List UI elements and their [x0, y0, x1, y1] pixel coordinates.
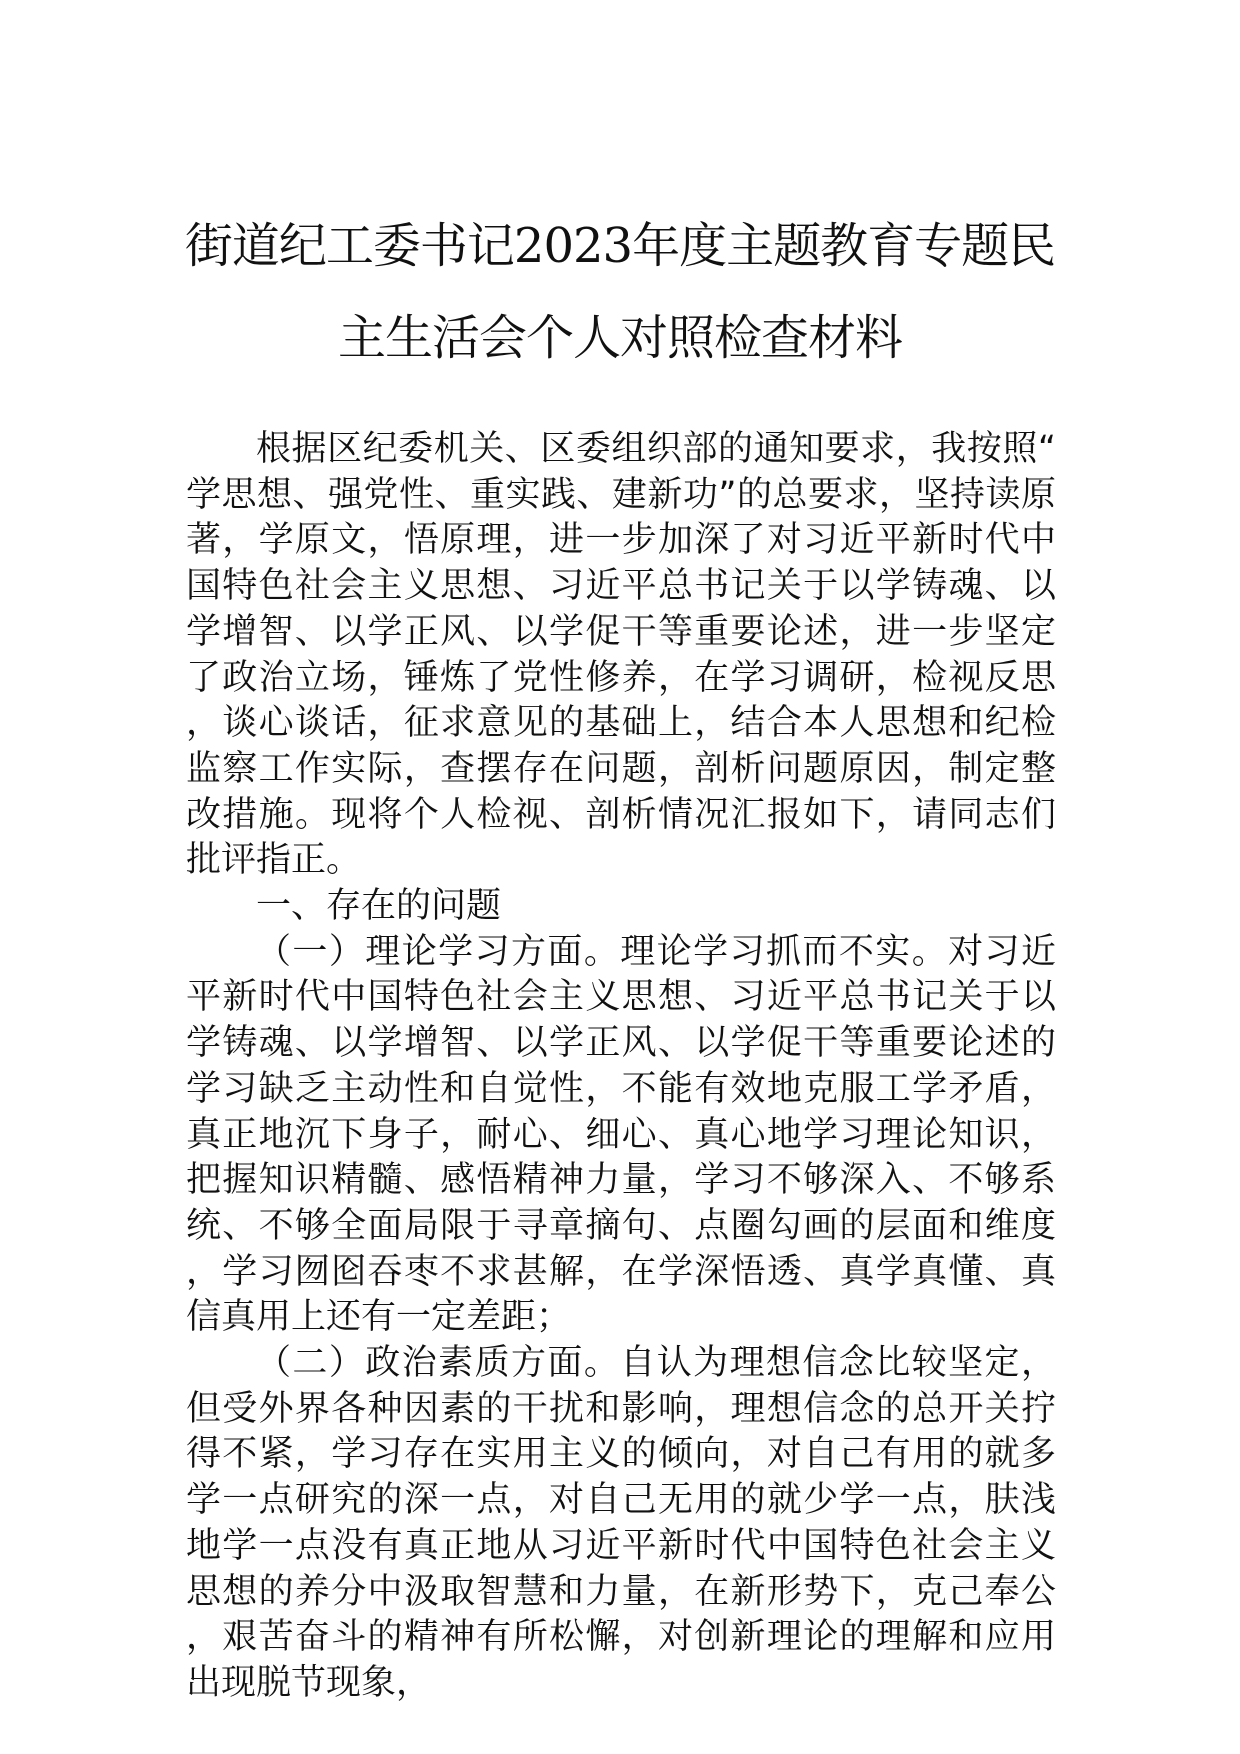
section-heading: 一、存在的问题 — [256, 886, 502, 927]
document-title-line-1: 街道纪工委书记2023年度主题教育专题民 — [184, 218, 1056, 274]
item-2-paragraph: （二）政治素质方面。自认为理想信念比较坚定，但受外界各种因素的干扰和影响，理想信念的总开关拧得不紧，学习存在实用主义的倾向，对自己有用的就多学一点研究的深一点，对自己无用的就少学一点，肤浅地学一点没有真正地从习近平新时代中国特色社会主义思想的养分中汲取智慧和力量，在新形势下，克己奉公，艰苦奋斗的精神有所松懈，对创新理论的理解和应用出现脱节现象， — [186, 1343, 1056, 1703]
intro-paragraph: 根据区纪委机关、区委组织部的通知要求，我按照“学思想、强党性、重实践、建新功”的总要求，坚持读原著，学原文，悟原理，进一步加深了对习近平新时代中国特色社会主义思想、习近平总书记关于以学铸魂、以学增智、以学正风、以学促干等重要论述，进一步坚定了政治立场，锤炼了党性修养，在学习调研，检视反思，谈心谈话，征求意见的基础上，结合本人思想和纪检监察工作实际，查摆存在问题，剖析问题原因，制定整改措施。现将个人检视、剖析情况汇报如下，请同志们批评指正。 — [186, 429, 1056, 881]
document-title-line-2: 主生活会个人对照检查材料 — [337, 310, 902, 366]
document-body — [186, 427, 1056, 1707]
item-1-paragraph: （一）理论学习方面。理论学习抓而不实。对习近平新时代中国特色社会主义思想、习近平总书记关于以学铸魂、以学增智、以学正风、以学促干等重要论述的学习缺乏主动性和自觉性，不能有效地克服工学矛盾，真正地沉下身子，耐心、细心、真心地学习理论知识，把握知识精髓、感悟精神力量，学习不够深入、不够系统、不够全面局限于寻章摘句、点圈勾画的层面和维度，学习囫囵吞枣不求甚解，在学深悟透、真学真懂、真信真用上还有一定差距； — [186, 931, 1056, 1338]
